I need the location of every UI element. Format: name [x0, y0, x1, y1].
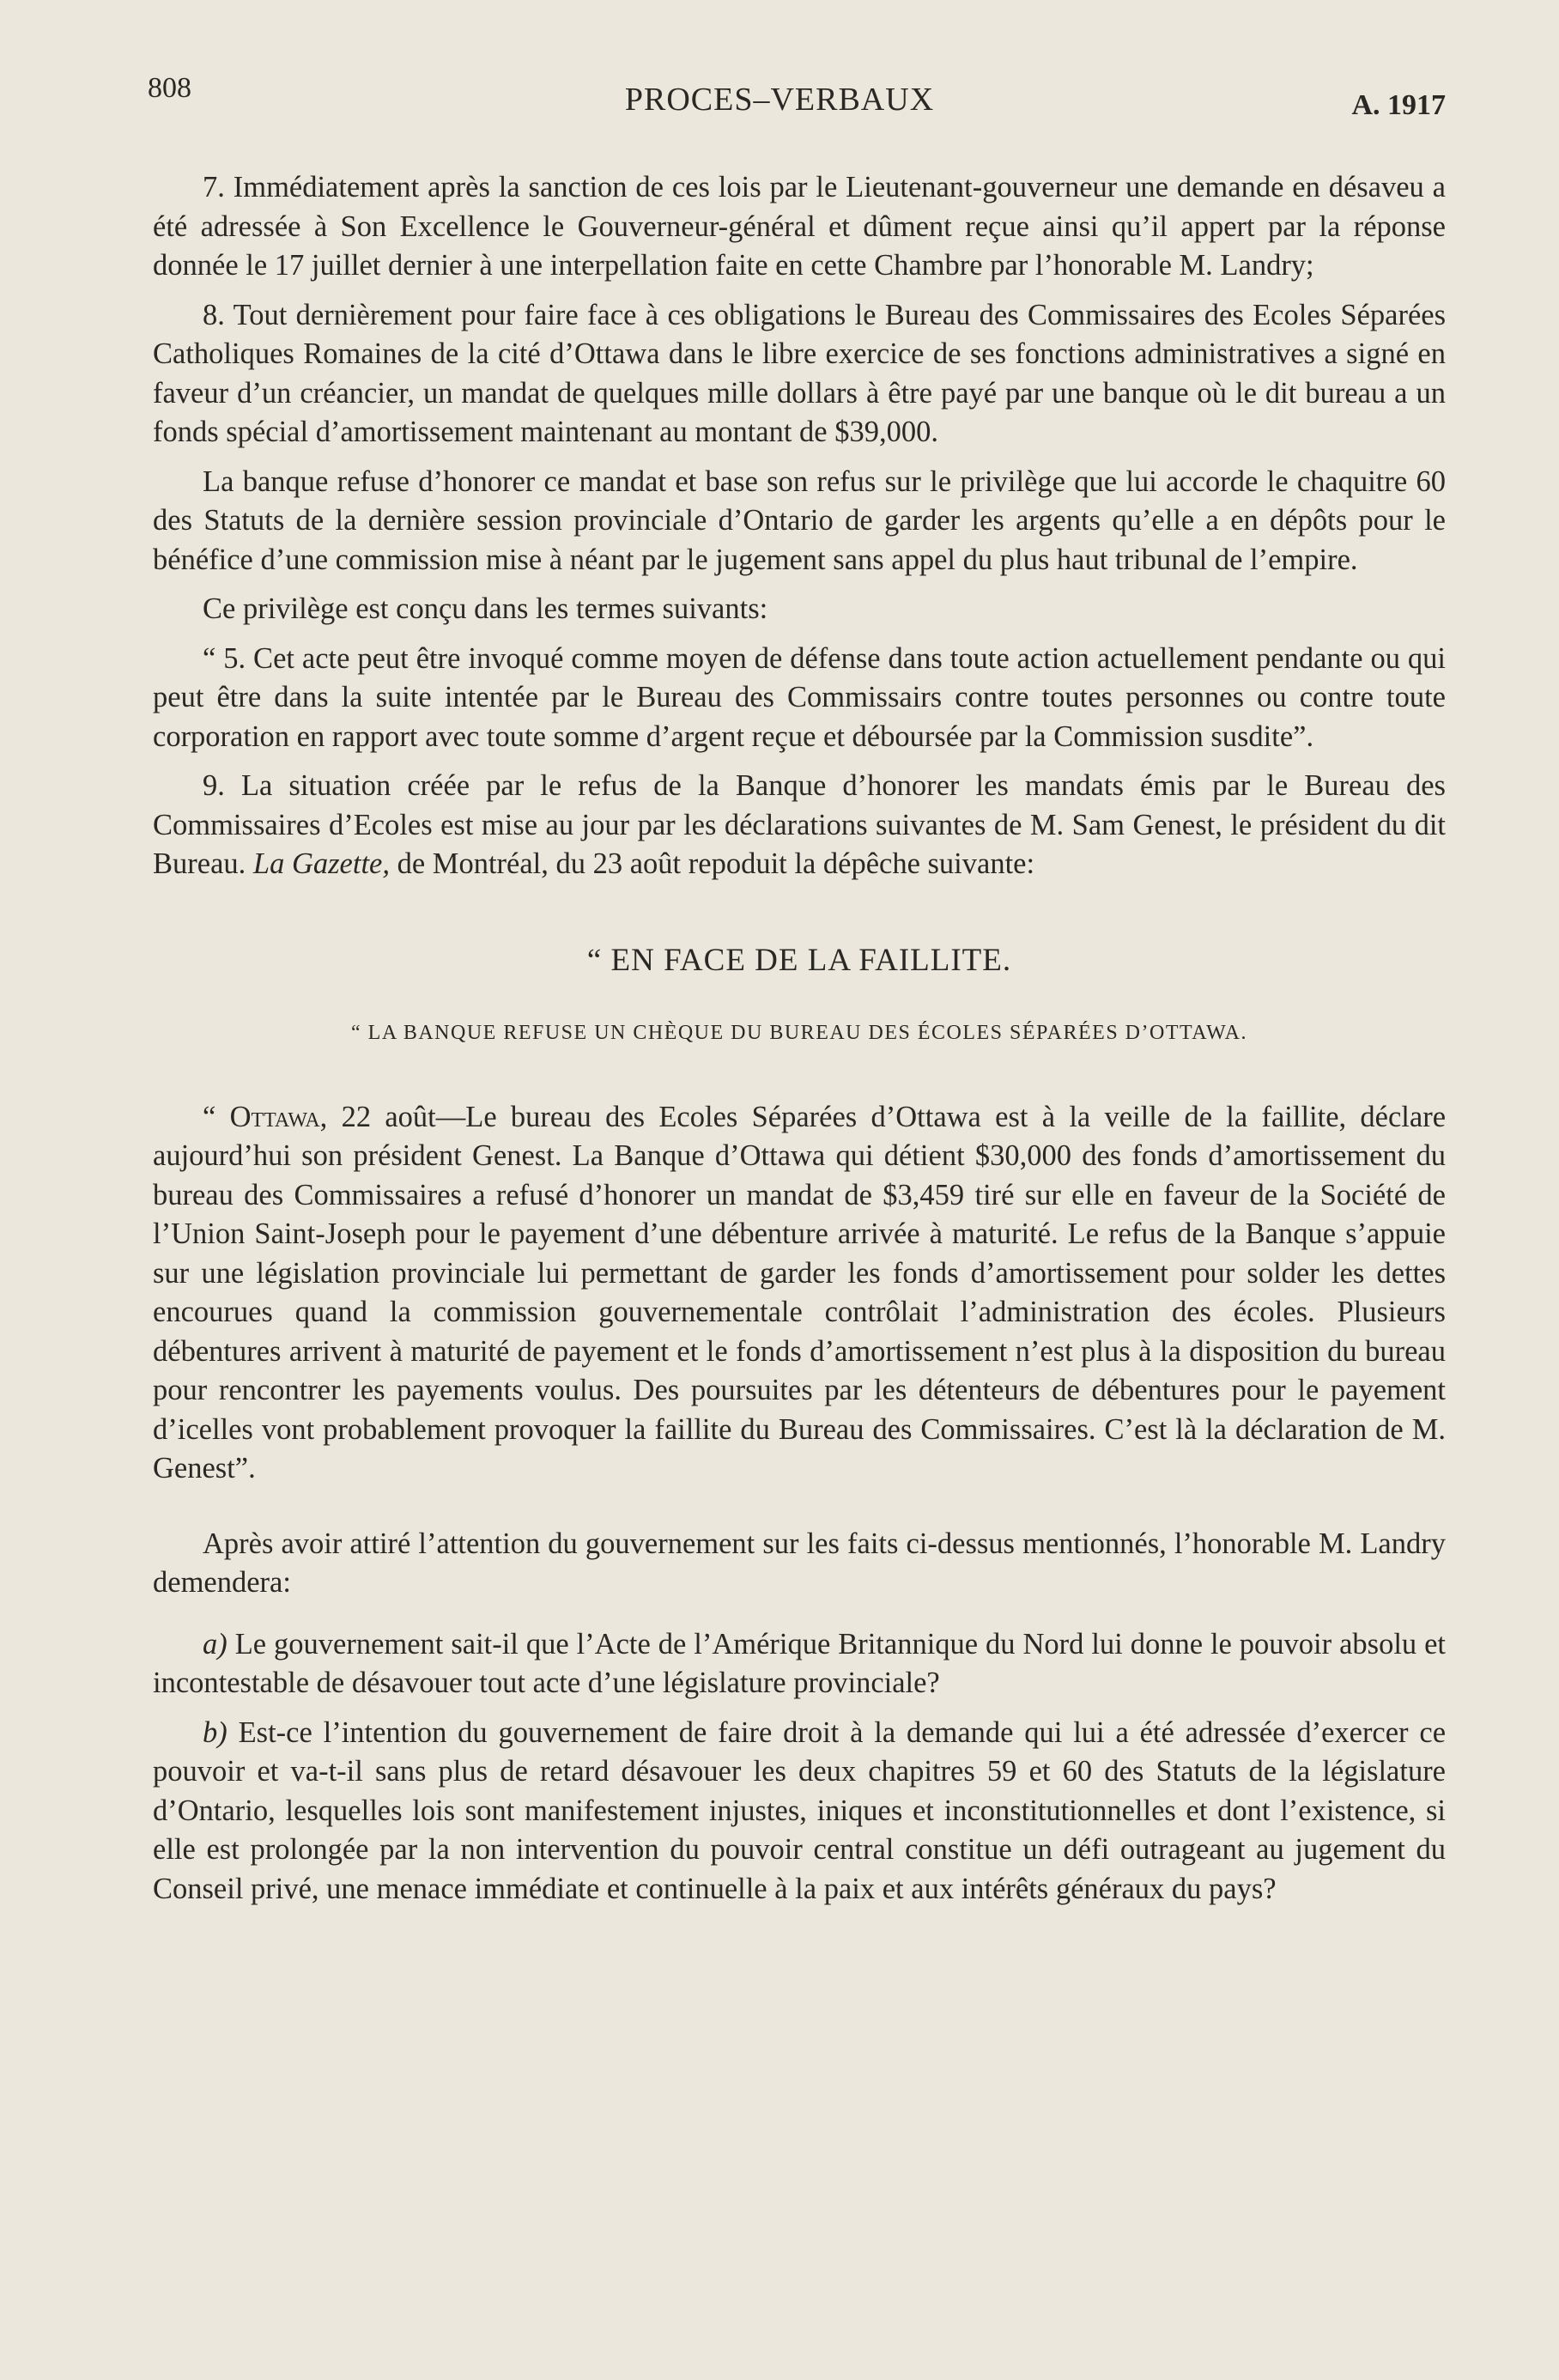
page-body: [153, 168, 1446, 1919]
session-reference: A. 1917: [1351, 89, 1446, 121]
question-a: [153, 1625, 1446, 1703]
newspaper-name: La Gazette,: [252, 847, 390, 880]
page-header: [0, 69, 1559, 120]
running-title: PROCES–VERBAUX: [624, 82, 935, 118]
paragraph-9-text: 9. La situation créée par le refus de la Banque d’honorer les mandats émis par le Bureau des Commissaires d’Ecoles est mise au jour par les déclarations suivantes de M. Sam Genest, le président du dit Bureau.: [153, 769, 1446, 880]
paragraph-8: 8. Tout dernièrement pour faire face à ces obligations le Bureau des Commissaires des Ecoles Séparées Catholiques Romaines de la cité d’Ottawa dans le libre exercice de ses fonctions administratives a signé en faveur d’un créancier, un mandat de quelques mille dollars à être payé par une banque où le dit bureau a un fonds spécial d’amortissement maintenant au montant de $39,000.: [153, 298, 1446, 448]
dispatch-subheadline: “ LA BANQUE REFUSE UN CHÈQUE DU BUREAU DES ÉCOLES SÉPARÉES D’OTTAWA.: [351, 1022, 1247, 1044]
question-a-label: a): [203, 1627, 227, 1661]
question-b: [153, 1714, 1446, 1909]
paragraph-7: 7. Immédiatement après la sanction de ces lois par le Lieutenant-gouverneur une demande en désaveu a été adressée à Son Excellence le Gouverneur-général et dûment reçue ainsi qu’il appert par la réponse donnée le 17 juillet dernier à une interpellation faite en cette Chambre par l’honorable M. Landry;: [153, 171, 1446, 282]
question-b-text: Est-ce l’intention du gouvernement de faire droit à la demande qui lui a été adressée d’exercer ce pouvoir et va-t-il sans plus de retard désavouer les deux chapitres 59 et 60 des Statuts de la législature d’Ontario, lesquelles lois sont manifestement injustes, iniques et inconstitutionnelles et dont l’existence, si elle est prolongée par la non intervention du pouvoir central constitue un défi outrageant au jugement du Conseil privé, une menace immédiate et continuelle à la paix et aux intérêts généraux du pays?: [153, 1715, 1447, 1905]
paragraph-9: [153, 767, 1446, 884]
dispatch-body: 22 août—Le bureau des Ecoles Séparées d’Ottawa est à la veille de la faillite, déclare aujourd’hui son président Genest. La Banque d’Ottawa qui détient $30,000 des fonds d’amortissement du bureau des Commissaires a refusé d’honorer un mandat de $3,459 tiré sur elle en faveur de la Société de l’Union Saint-Joseph pour le payement d’une débenture arrivée à maturité. Le refus de la Banque s’appuie sur une législation provinciale lui permettant de garder les fonds d’amortissement pour solder les dettes encourues quand la commission gouvernementale contrôlait l’administration des écoles. Plusieurs débentures arrivent à maturité de payement et le fonds d’amortissement n’est plus à la disposition du bureau pour rencontrer les payements voulus. Des poursuites par les détenteurs de débentures pour le payement d’icelles vont probablement provoquer la faillite du Bureau des Commissaires. C’est là la déclaration de M. Genest”.: [153, 1100, 1447, 1484]
dispatch-body-paragraph: [153, 1098, 1446, 1489]
questions-intro: Après avoir attiré l’attention du gouvernement sur les faits ci-dessus mentionnés, l’honorable M. Landry demendera:: [153, 1527, 1446, 1599]
dispatch-headline: “ EN FACE DE LA FAILLITE.: [586, 942, 1012, 978]
paragraph-privilege-intro: Ce privilège est conçu dans les termes suivants:: [203, 592, 768, 625]
paragraph-9-rest: de Montréal, du 23 août repoduit la dépêche suivante:: [397, 847, 1035, 880]
page-number: 808: [148, 72, 191, 104]
dispatch-dateline: “ Ottawa,: [203, 1100, 328, 1133]
question-b-label: b): [203, 1715, 227, 1749]
paragraph-statute-quote: “ 5. Cet acte peut être invoqué comme moyen de défense dans toute action actuellement pendante ou qui peut être dans la suite intentée par le Bureau des Commissairs contre toutes personnes ou contre toute corporation en rapport avec toute somme d’argent reçue et déboursée par la Commission susdite”.: [153, 641, 1446, 753]
question-a-text: Le gouvernement sait-il que l’Acte de l’Amérique Britannique du Nord lui donne le pouvoir absolu et incontestable de désavouer tout acte d’une législature provinciale?: [153, 1627, 1446, 1699]
paragraph-bank-refusal: La banque refuse d’honorer ce mandat et base son refus sur le privilège que lui accorde le chaquitre 60 des Statuts de la dernière session provinciale d’Ontario de garder les argents qu’elle a en dépôts pour le bénéfice d’une commission mise à néant par le jugement sans appel du plus haut tribunal de l’empire.: [153, 464, 1446, 576]
